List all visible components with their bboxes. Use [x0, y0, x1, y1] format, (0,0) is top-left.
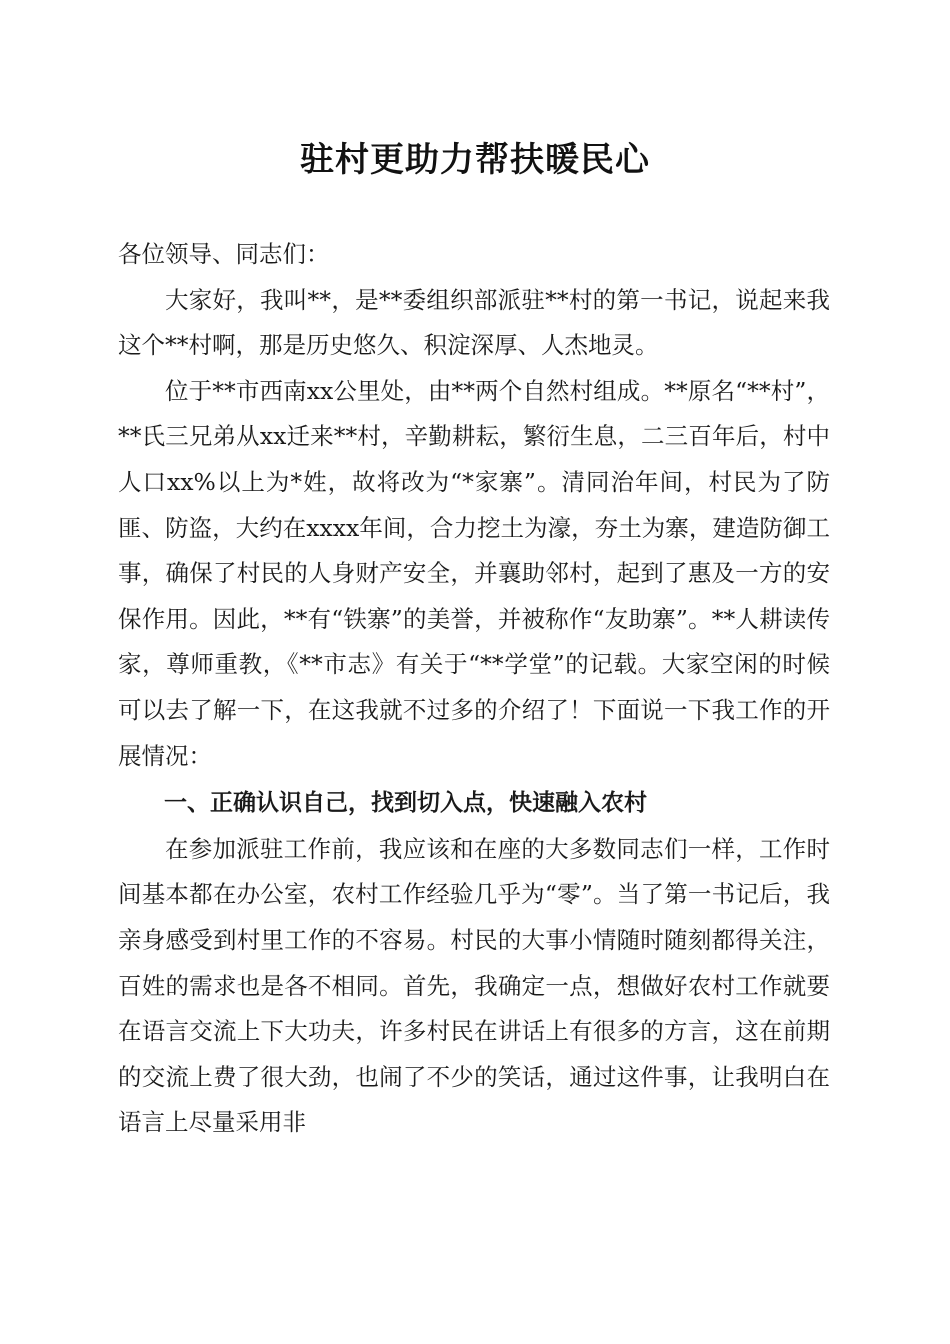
section-heading-1: 一、正确认识自己，找到切入点，快速融入农村	[164, 790, 647, 817]
document-body	[118, 232, 830, 1146]
document-title: 驻村更助力帮扶暖民心	[300, 140, 650, 180]
paragraph-village-history: 位于**市西南xx公里处，由**两个自然村组成。**原名“**村”，**氏三兄弟从xx迁来**村，辛勤耕耘，繁衍生息，二三百年后，村中人口xx%以上为*姓，故将改为“*家寨”。清同治年间，村民为了防匪、防盗，大约在xxxx年间，合力挖土为濠，夯土为寨，建造防御工事，确保了村民的人身财产安全，并襄助邻村，起到了惠及一方的安保作用。因此，**有“铁寨”的美誉，并被称作“友助寨”。**人耕读传家，尊师重教，《**市志》有关于“**学堂”的记载。大家空闲的时候可以去了解一下，在这我就不过多的介绍了！下面说一下我工作的开展情况：	[118, 376, 830, 770]
paragraph-work-start: 在参加派驻工作前，我应该和在座的大多数同志们一样，工作时间基本都在办公室，农村工作经验几乎为“零”。当了第一书记后，我亲身感受到村里工作的不容易。村民的大事小情随时随刻都得关注，百姓的需求也是各不相同。首先，我确定一点，想做好农村工作就要在语言交流上下大功夫，许多村民在讲话上有很多的方言，这在前期的交流上费了很大劲，也闹了不少的笑话，通过这件事，让我明白在语言上尽量采用非	[118, 834, 830, 1137]
salutation: 各位领导、同志们：	[118, 240, 330, 268]
paragraph-intro: 大家好，我叫**，是**委组织部派驻**村的第一书记，说起来我这个**村啊，那是历史悠久、积淀深厚、人杰地灵。	[118, 285, 830, 360]
